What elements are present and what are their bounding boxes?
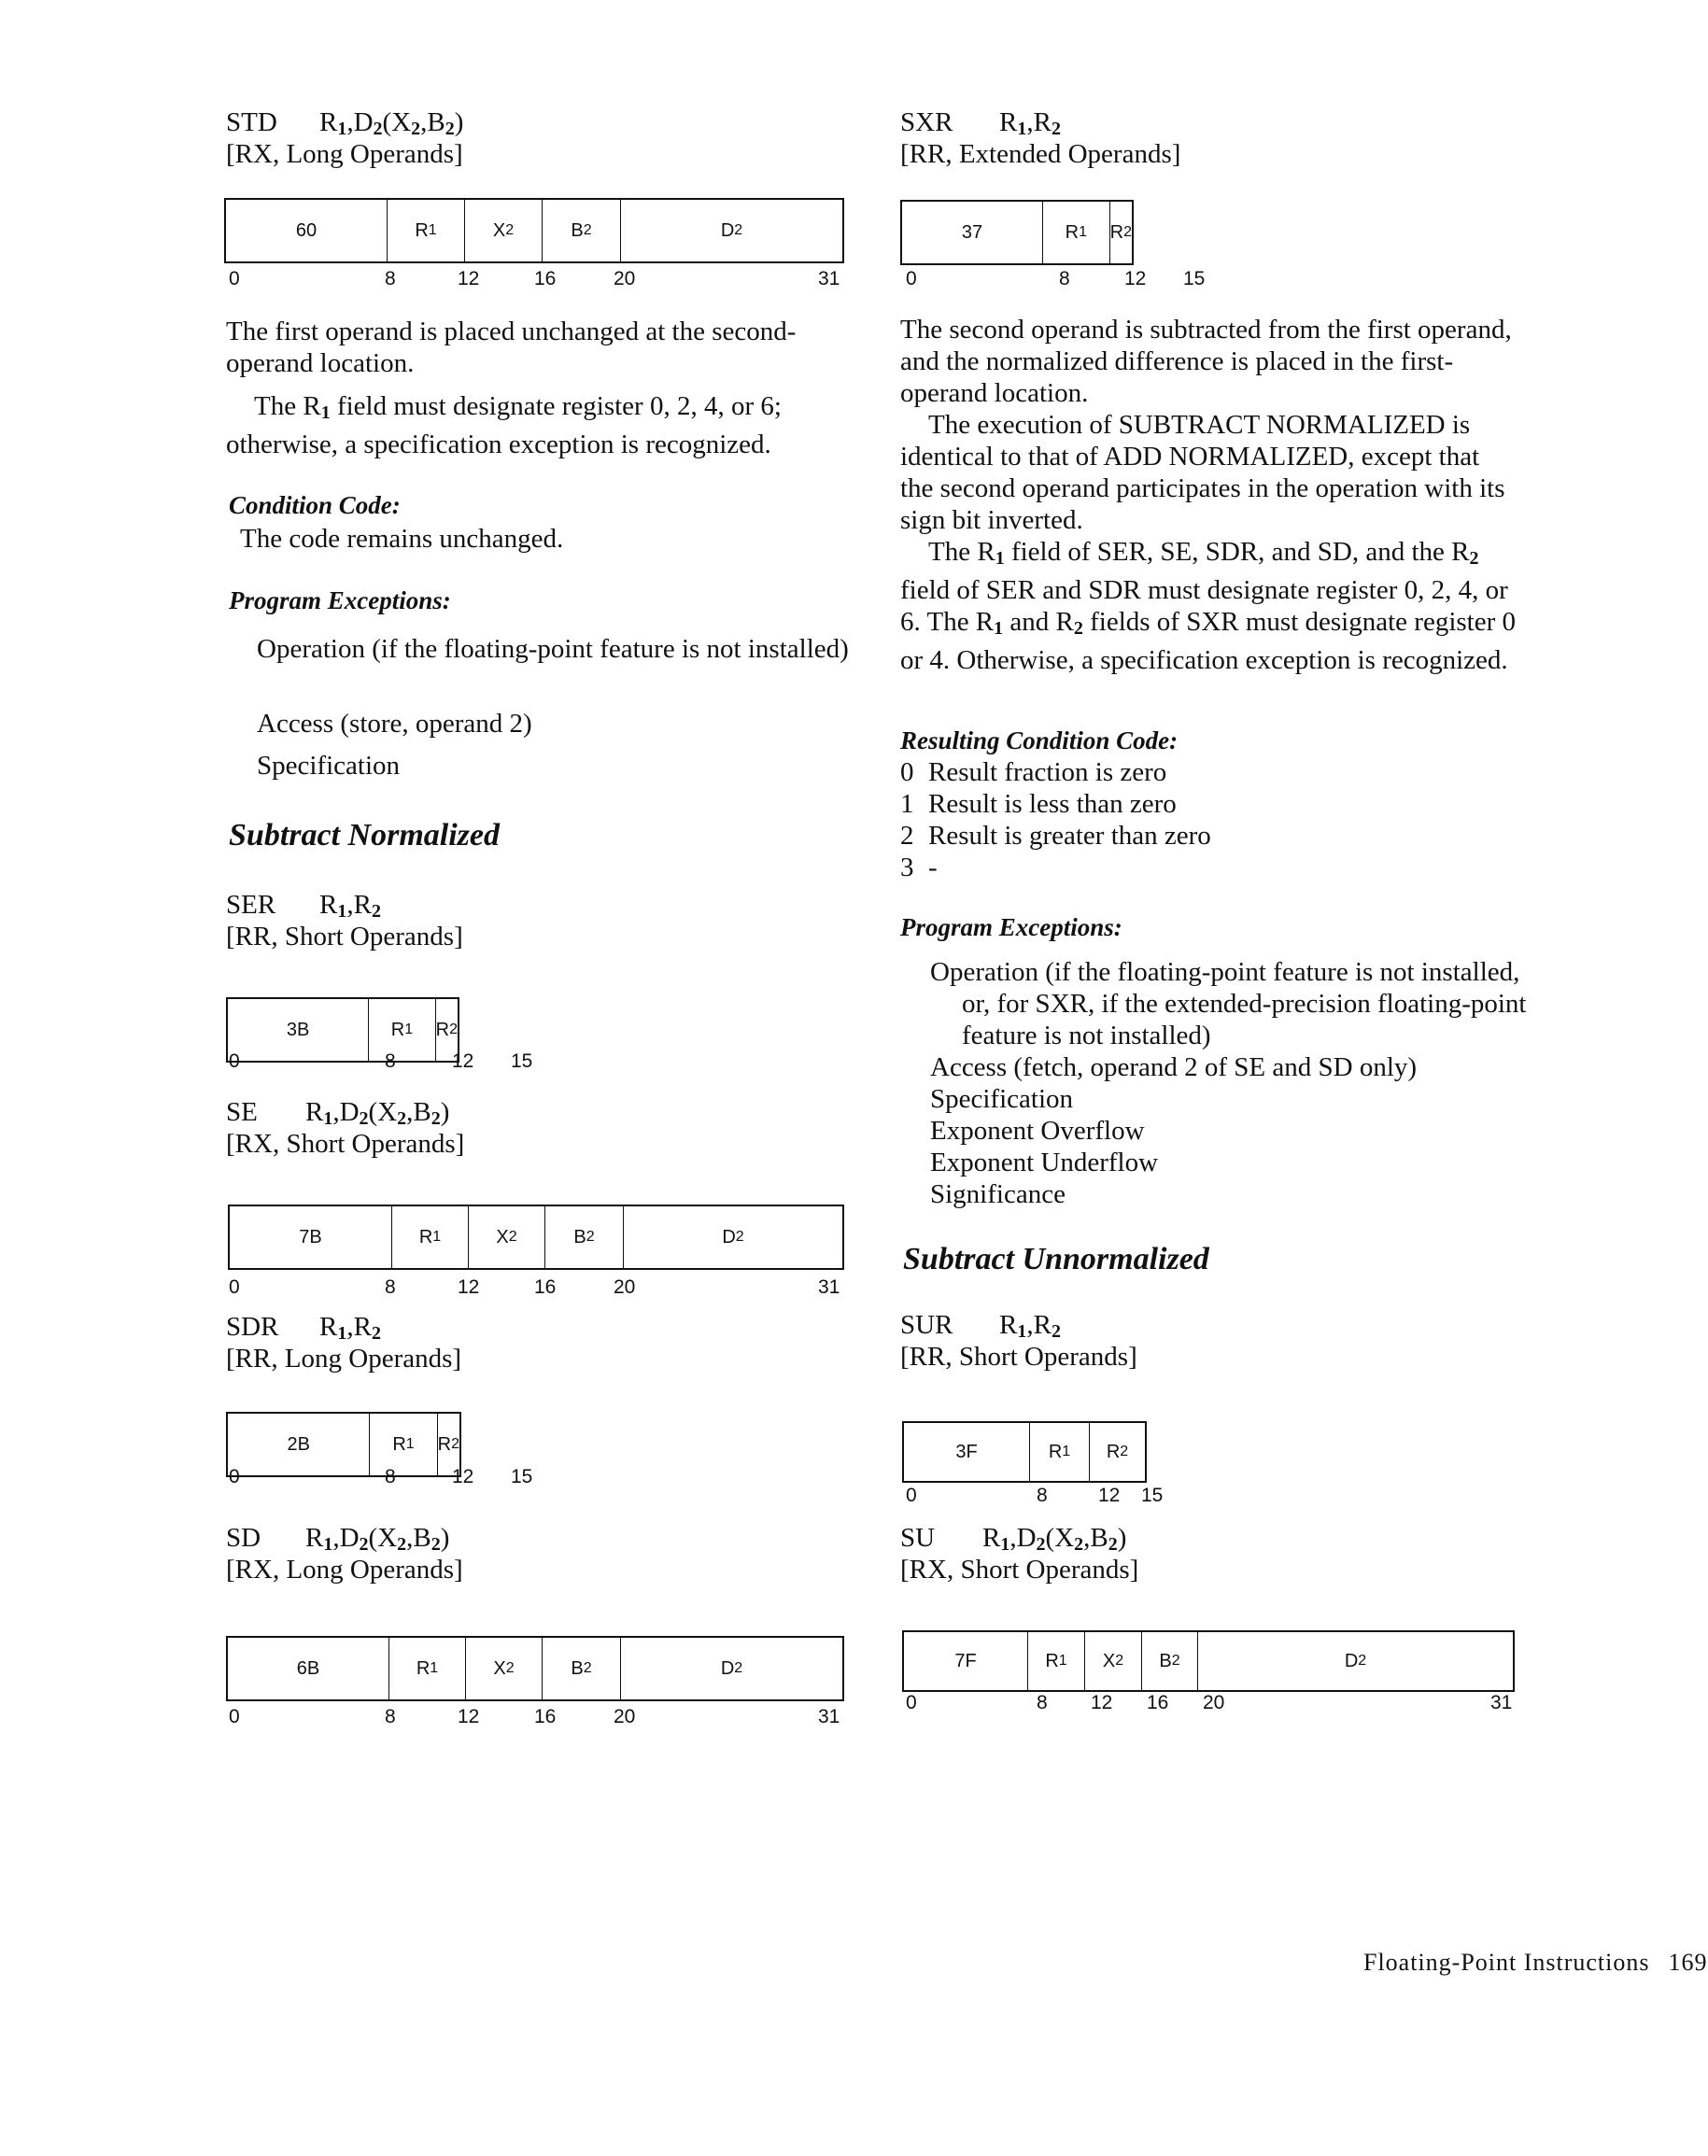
- condition-code-item: 2 Result is greater than zero: [900, 821, 1211, 851]
- format-diagram-ser: [226, 997, 459, 1063]
- r1-field: R 1: [1029, 1423, 1089, 1481]
- opcode-field: 3B: [286, 1019, 310, 1040]
- b2-field: B 2: [542, 200, 620, 261]
- opcode-field: 2B: [287, 1433, 310, 1455]
- condition-code-item: 1 Result is less than zero: [900, 789, 1177, 819]
- instruction-header-sd: SD $R_1,D_2(X_2,B_2)$: [226, 1523, 450, 1555]
- sxr-description-1: The second operand is subtracted from the first operand, and the normalized difference is placed in the first-operand location.: [900, 315, 1512, 408]
- opcode-field: 7B: [299, 1226, 322, 1247]
- program-exceptions-heading: Program Exceptions:: [900, 913, 1122, 941]
- x2-field: X 2: [1084, 1632, 1141, 1690]
- condition-code-text: The code remains unchanged.: [240, 524, 564, 554]
- page-footer: [1363, 1949, 1708, 1977]
- exception-item: Access (fetch, operand 2 of SE and SD only): [930, 1052, 1418, 1082]
- b2-field: B 2: [1141, 1632, 1197, 1690]
- instruction-header-ser: SER $R_1,R_2$: [226, 890, 381, 922]
- condition-code-item: 0 Result fraction is zero: [900, 757, 1167, 787]
- r2-field: R 2: [437, 1414, 459, 1475]
- b2-field: B 2: [542, 1638, 620, 1699]
- instruction-format-se: [RX, Short Operands]: [226, 1129, 465, 1159]
- instruction-format-sd: [RX, Long Operands]: [226, 1555, 463, 1585]
- exception-item: Specification: [257, 751, 401, 781]
- r1-field: R 1: [388, 1638, 465, 1699]
- opcode-field: 6B: [296, 1657, 320, 1679]
- instruction-format-su: [RX, Short Operands]: [900, 1555, 1139, 1585]
- instruction-header-su: SU $R_1,D_2(X_2,B_2)$: [900, 1523, 1127, 1555]
- instruction-format-sdr: [RR, Long Operands]: [226, 1344, 462, 1374]
- x2-field: X 2: [468, 1206, 544, 1268]
- sxr-description-3: The $R_1$ field of SER, SE, SDR, and SD, and the $R_2$ field of SER and SDR must designate register 0, 2, 4, or 6. The $R_1$ and $R_2$ fields of SXR must designate register 0 or 4. Otherwise, a specification exception is recognized.: [900, 537, 1516, 675]
- opcode-field: 3F: [955, 1441, 978, 1462]
- d2-field: D 2: [620, 200, 842, 261]
- section-title-subtract-unnormalized: Subtract Unnormalized: [903, 1242, 1209, 1276]
- instruction-format-sur: [RR, Short Operands]: [900, 1342, 1137, 1372]
- format-diagram-sdr: [226, 1412, 461, 1477]
- r1-field: R 1: [1042, 202, 1109, 263]
- instruction-header-sdr: SDR $R_1,R_2$: [226, 1312, 381, 1344]
- instruction-header-sxr: SXR $R_1,R_2$: [900, 107, 1061, 139]
- r1-field: R 1: [368, 999, 434, 1061]
- exception-item: Operation (if the floating-point feature is not installed): [257, 634, 849, 664]
- exception-item: Significance: [930, 1179, 1066, 1209]
- x2-field: X 2: [464, 200, 542, 261]
- exception-item: Exponent Overflow: [930, 1116, 1145, 1146]
- r1-field: R 1: [391, 1206, 468, 1268]
- r1-field: R 1: [1027, 1632, 1084, 1690]
- exception-item: Access (store, operand 2): [257, 709, 532, 739]
- std-description-2: The $R_1$ field must designate register 0, 2, 4, or 6; otherwise, a specification exception is recognized.: [226, 391, 782, 459]
- std-description-1: The first operand is placed unchanged at the second-operand location.: [226, 317, 797, 378]
- resulting-condition-code-heading: Resulting Condition Code:: [900, 726, 1179, 754]
- condition-code-item: 3 -: [900, 853, 938, 882]
- opcode-field: 60: [295, 219, 318, 241]
- format-diagram-sxr: [900, 200, 1134, 265]
- opcode-field: 7F: [954, 1650, 977, 1671]
- condition-code-heading: Condition Code:: [229, 491, 401, 519]
- operands: $R_1,D_2(X_2,B_2)$: [319, 107, 464, 139]
- r2-field: R 2: [1109, 202, 1132, 263]
- exception-item: Operation (if the floating-point feature is not installed, or, for SXR, if the extended-precision floating-point feature is not installed): [930, 957, 1527, 1050]
- mnemonic: STD: [226, 107, 277, 137]
- format-diagram-sur: [902, 1421, 1147, 1483]
- d2-field: D 2: [620, 1638, 842, 1699]
- d2-field: D 2: [623, 1206, 842, 1268]
- exception-item: Exponent Underflow: [930, 1148, 1159, 1177]
- instruction-format-ser: [RR, Short Operands]: [226, 922, 463, 951]
- r1-field: R 1: [387, 200, 464, 261]
- footer-title: Floating-Point Instructions: [1363, 1949, 1650, 1976]
- instruction-format-sxr: [RR, Extended Operands]: [900, 139, 1181, 169]
- opcode-field: 37: [961, 221, 983, 243]
- r2-field: R 2: [1089, 1423, 1145, 1481]
- format-diagram-su: [902, 1630, 1515, 1692]
- d2-field: D 2: [1197, 1632, 1513, 1690]
- format-diagram-se: [228, 1205, 844, 1270]
- instruction-format-std: [RX, Long Operands]: [226, 139, 463, 169]
- r2-field: R 2: [435, 999, 458, 1061]
- sxr-description-2: The execution of SUBTRACT NORMALIZED is identical to that of ADD NORMALIZED, except that the second operand participates in the operation with its sign bit inverted.: [900, 410, 1505, 535]
- instruction-header-se: SE $R_1,D_2(X_2,B_2)$: [226, 1097, 450, 1129]
- b2-field: B 2: [544, 1206, 623, 1268]
- section-title-subtract-normalized: Subtract Normalized: [229, 818, 500, 853]
- exception-item: Specification: [930, 1084, 1074, 1114]
- page-number: 169: [1668, 1949, 1708, 1976]
- x2-field: X 2: [465, 1638, 542, 1699]
- r1-field: R 1: [369, 1414, 436, 1475]
- format-diagram-sd: [226, 1636, 844, 1701]
- format-diagram-std: [224, 198, 844, 263]
- program-exceptions-heading: Program Exceptions:: [229, 586, 451, 614]
- instruction-header-sur: SUR $R_1,R_2$: [900, 1310, 1061, 1342]
